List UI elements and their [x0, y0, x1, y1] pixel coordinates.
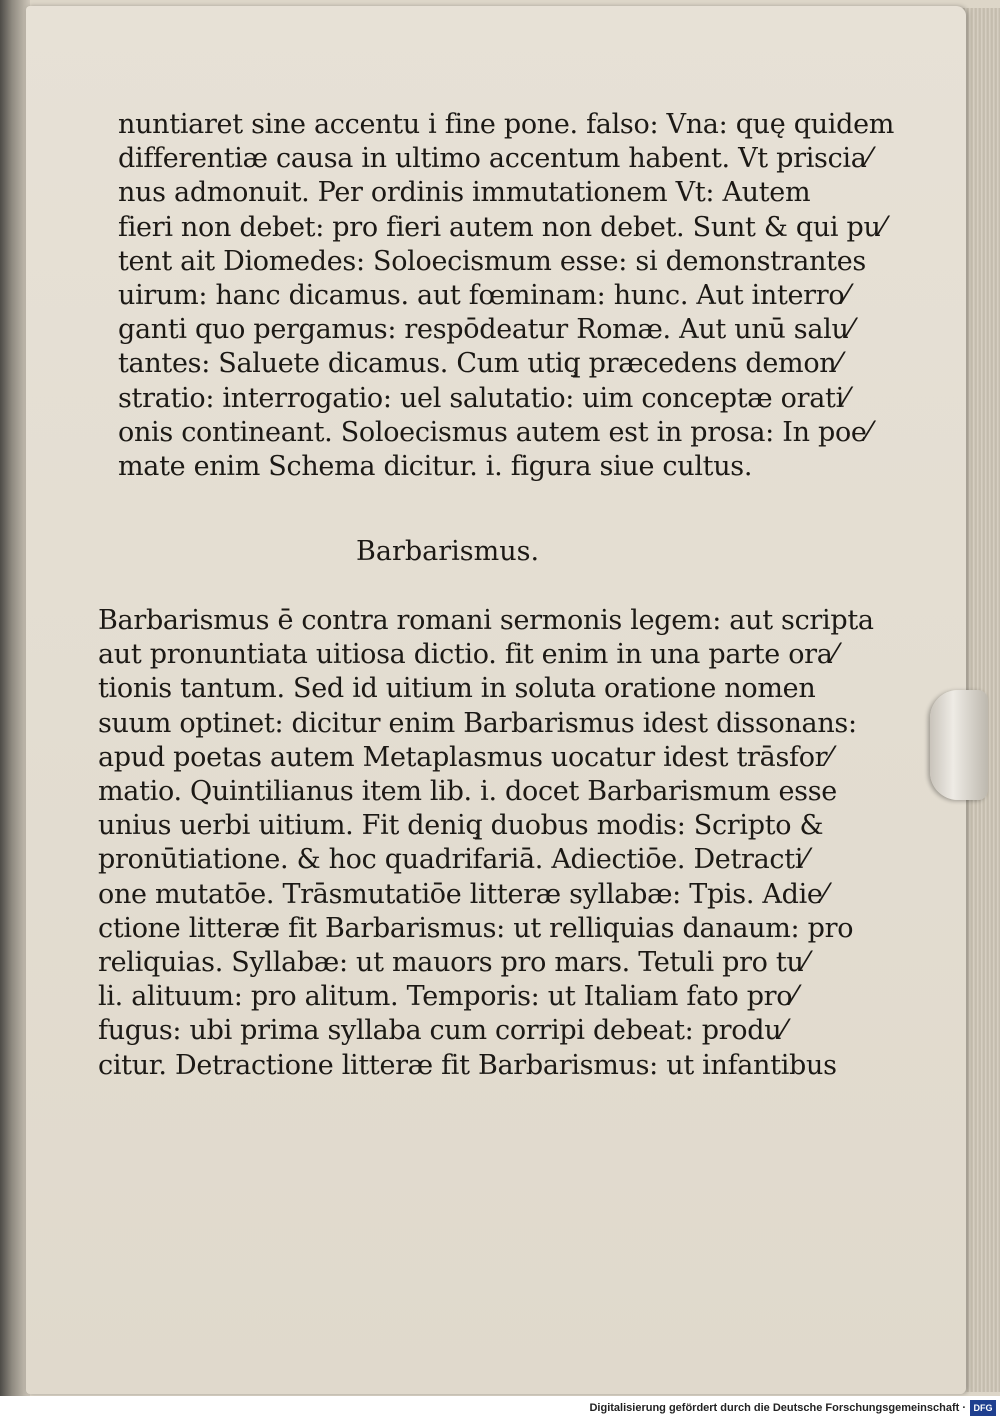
text-line: nus admonuit. Per ordinis immutationem Vt: Autem	[118, 177, 811, 209]
text-line: li. alituum: pro alitum. Temporis: ut Italiam fato pro⁄	[98, 981, 797, 1013]
upper-paragraph	[118, 108, 894, 484]
text-line: matio. Quintilianus item lib. i. docet Barbarismum esse	[98, 776, 837, 808]
text-line: tionis tantum. Sed id uitium in soluta oratione nomen	[98, 673, 816, 705]
footer-bar	[0, 1396, 1000, 1422]
text-line: suum optinet: dicitur enim Barbarismus idest dissonans:	[98, 707, 857, 739]
text-line: unius uerbi uitium. Fit deniq̧ duobus modis: Scripto &	[98, 810, 824, 842]
text-line: reliquias. Syllabæ: ut mauors pro mars. Tetuli pro tu⁄	[98, 947, 808, 979]
book-clasp	[930, 690, 988, 800]
text-line: pronūtiatione. & hoc quadrifariā. Adiectiōe. Detracti⁄	[98, 844, 808, 876]
text-line: stratio: interrogatio: uel salutatio: uim conceptæ orati⁄	[118, 382, 849, 414]
text-line: aut pronuntiata uitiosa dictio. fit enim in una parte ora⁄	[98, 639, 837, 671]
text-line: Barbarismus ē contra romani sermonis legem: aut scripta	[98, 605, 874, 636]
text-line: fieri non debet: pro fieri autem non debet. Sunt & qui pu⁄	[118, 211, 885, 243]
dfg-logo: DFG	[970, 1400, 996, 1416]
text-line: ctione litteræ fit Barbarismus: ut relliquias danaum: pro	[98, 912, 854, 944]
text-line: fugus: ubi prima syllaba cum corripi debeat: produ⁄	[98, 1015, 786, 1047]
text-line: mate enim Schema dicitur. i. figura siue cultus.	[118, 451, 753, 483]
section-heading: Barbarismus.	[356, 536, 540, 567]
text-line: one mutatōe. Trāsmutatiōe litteræ syllabæ: Tpis. Adie⁄	[98, 878, 827, 910]
text-line: citur. Detractione litteræ fit Barbarismus: ut infantibus	[98, 1049, 837, 1081]
funding-credit: Digitalisierung gefördert durch die Deutsche Forschungsgemeinschaft ·	[589, 1402, 966, 1414]
text-line: onis contineant. Soloecismus autem est in prosa: In poe⁄	[118, 416, 871, 448]
lower-paragraph	[98, 604, 874, 1083]
text-line: apud poetas autem Metaplasmus uocatur idest trāsfor⁄	[98, 741, 832, 773]
text-line: tent ait Diomedes: Soloecismum esse: si demonstrantes	[118, 245, 866, 277]
text-line: nuntiaret sine accentu i fine pone. falso: Vna: quę quidem	[118, 109, 895, 140]
text-line: ganti quo pergamus: respōdeatur Romæ. Aut unū salu⁄	[118, 314, 853, 346]
text-line: differentiæ causa in ultimo accentum habent. Vt priscia⁄	[118, 143, 871, 175]
text-line: tantes: Saluete dicamus. Cum utiq̧ præcedens demon⁄	[118, 348, 841, 380]
text-line: uirum: hanc dicamus. aut fœminam: hunc. Aut interro⁄	[118, 280, 849, 312]
